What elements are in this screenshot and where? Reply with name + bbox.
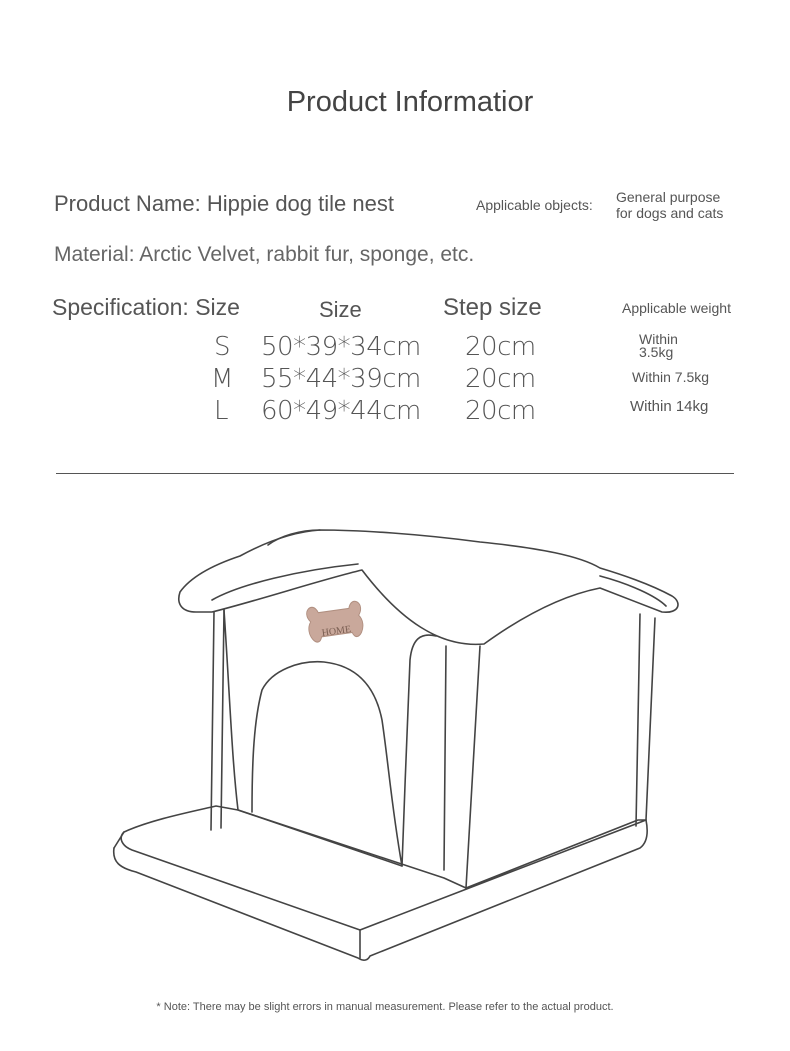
left-wall — [211, 610, 224, 830]
row-m-weight: Within 7.5kg — [632, 369, 710, 385]
row-m-dimensions: 55*44*39cm — [261, 364, 421, 394]
applicable-objects-label: Applicable objects: — [476, 197, 593, 213]
row-m-step: 20cm — [465, 364, 536, 394]
row-l-size-label: L — [214, 396, 228, 426]
bone-badge — [306, 601, 365, 644]
row-s-weight-line1: Within — [639, 331, 678, 347]
header-step-size: Step size — [443, 294, 542, 321]
applicable-objects-line1: General purpose — [616, 189, 721, 205]
row-s-weight — [639, 333, 678, 359]
door-arch — [252, 662, 402, 866]
row-l-dimensions: 60*49*44cm — [261, 396, 421, 426]
measurement-note: * Note: There may be slight errors in manual measurement. Please refer to the actual product. — [156, 1001, 614, 1013]
product-name: Product Name: Hippie dog tile nest — [54, 191, 394, 216]
cushion-top — [121, 806, 646, 930]
row-l-weight: Within 14kg — [630, 398, 709, 415]
row-s-size-label: S — [214, 332, 231, 362]
roof-fold-line — [212, 564, 666, 606]
row-s-weight-line2: 3.5kg — [639, 344, 674, 360]
applicable-objects-line2: for dogs and cats — [616, 205, 724, 221]
front-face — [224, 610, 436, 866]
bone-badge-text: HOME — [321, 623, 352, 639]
row-m-size-label: M — [211, 364, 233, 394]
header-size: Size — [319, 297, 362, 322]
section-divider — [56, 473, 734, 474]
page-title: Product Informatior — [286, 86, 534, 118]
dog-house-illustration — [0, 500, 790, 980]
row-s-step: 20cm — [465, 332, 536, 362]
applicable-objects-value — [616, 189, 723, 221]
row-l-step: 20cm — [465, 396, 536, 426]
roof-outline — [179, 530, 678, 644]
material-text: Material: Arctic Velvet, rabbit fur, sponge, etc. — [54, 243, 475, 266]
specification-label: Specification: Size — [52, 294, 240, 320]
header-applicable-weight: Applicable weight — [622, 300, 731, 316]
corner-post — [444, 646, 480, 888]
row-s-dimensions: 50*39*34cm — [261, 332, 421, 362]
right-wall — [636, 614, 655, 826]
cushion-edge — [114, 820, 647, 960]
